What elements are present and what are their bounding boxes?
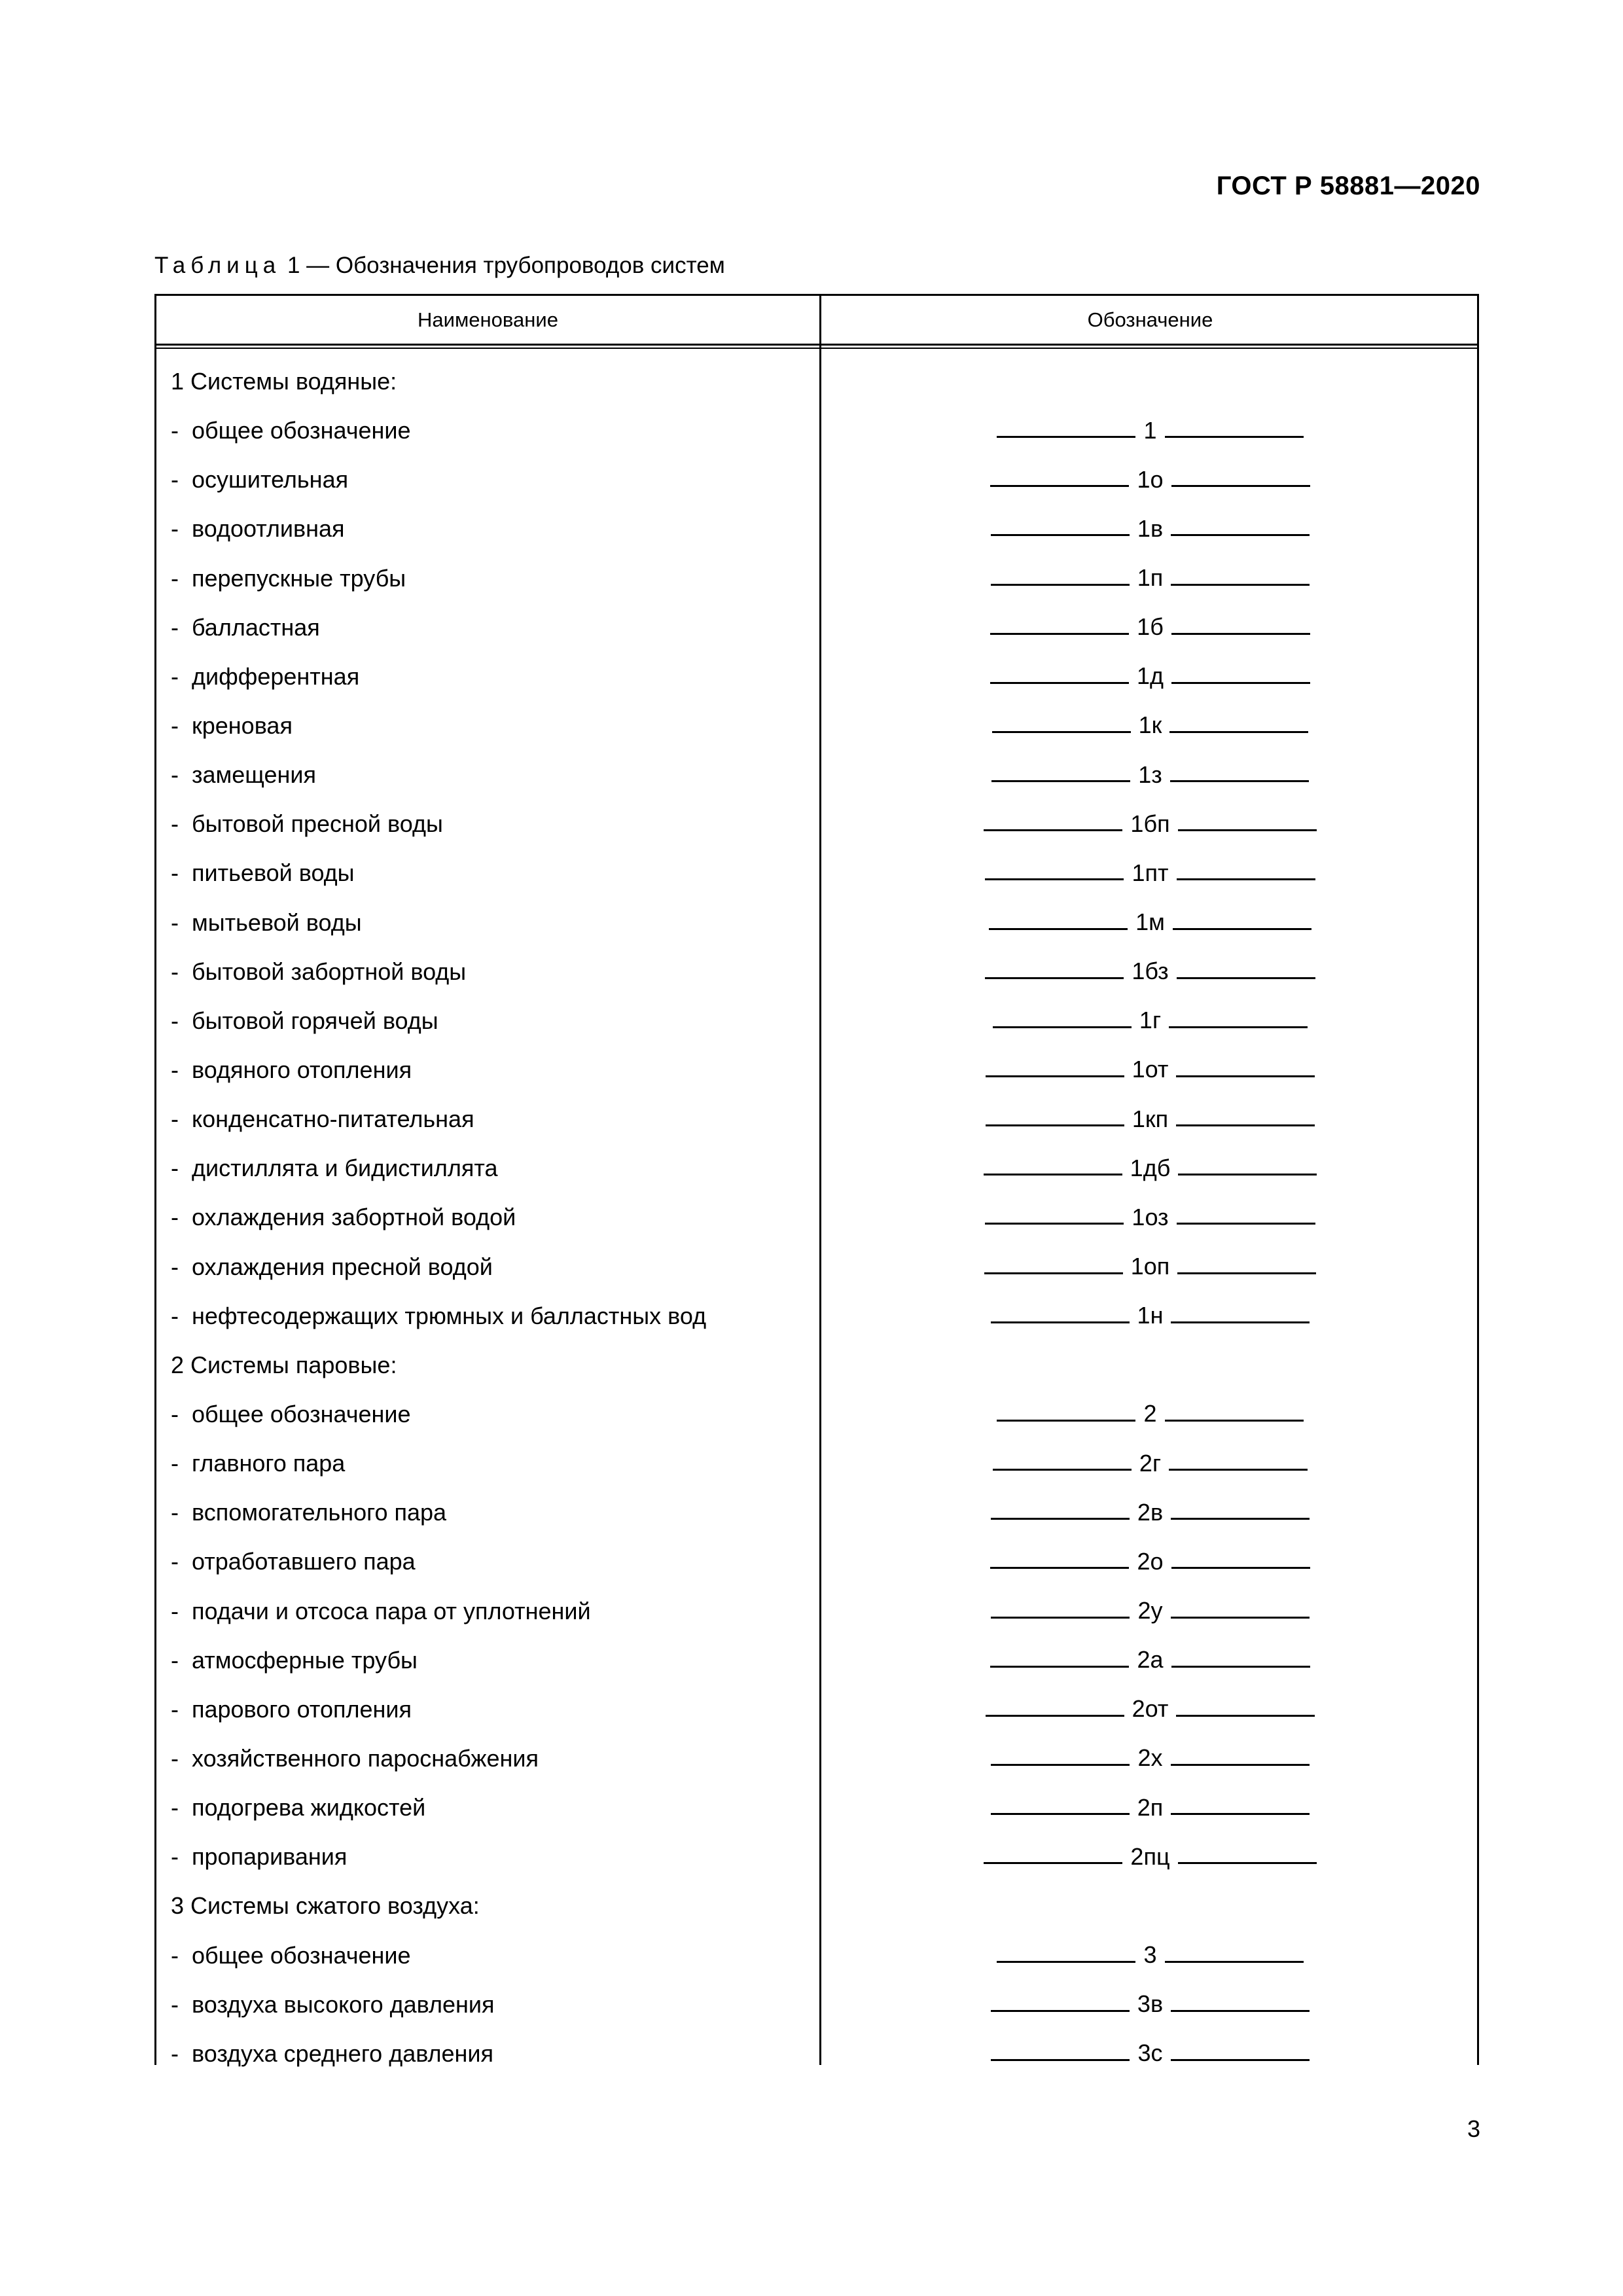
line-segment-right: [1171, 485, 1310, 487]
line-segment-left: [992, 731, 1131, 733]
designation-code: 1бз: [1132, 958, 1169, 985]
designation-code: 2а: [1137, 1646, 1164, 1674]
system-name: [171, 1537, 416, 1586]
table-row: [156, 799, 1477, 848]
designation-cell: [821, 504, 1479, 553]
line-segment-left: [985, 977, 1124, 979]
system-name: [171, 1488, 446, 1537]
table-row: [156, 455, 1477, 504]
name-text: атмосферные трубы: [192, 1646, 418, 1674]
name-text: дифферентная: [192, 662, 360, 690]
table-row: [156, 1094, 1477, 1143]
line-segment-right: [1177, 1272, 1316, 1274]
section-title: [171, 1340, 397, 1390]
list-dash: -: [171, 2039, 179, 2067]
name-text: парового отопления: [192, 1695, 412, 1723]
system-name: [171, 1636, 418, 1685]
table-row: [156, 996, 1477, 1045]
list-dash: -: [171, 1843, 179, 1871]
name-text: осушительная: [192, 466, 349, 493]
system-name: [171, 1587, 591, 1636]
list-dash: -: [171, 515, 179, 543]
list-dash: -: [171, 662, 179, 690]
designation-code: 1н: [1137, 1302, 1164, 1329]
list-dash: -: [171, 1695, 179, 1723]
system-name: [171, 603, 320, 652]
line-segment-right: [1176, 1124, 1315, 1126]
list-dash: -: [171, 1204, 179, 1231]
table-section-row: [156, 1340, 1477, 1390]
system-name: [171, 1045, 412, 1094]
system-name: [171, 504, 345, 553]
table-row: [156, 1783, 1477, 1832]
designation-cell: [821, 1439, 1479, 1488]
designation-cell: [821, 603, 1479, 652]
list-dash: -: [171, 711, 179, 739]
list-dash: -: [171, 908, 179, 936]
name-text: подачи и отсоса пара от уплотнений: [192, 1597, 591, 1624]
designation-code: 1оз: [1132, 1203, 1169, 1230]
list-dash: -: [171, 1253, 179, 1280]
line-segment-right: [1171, 1666, 1310, 1668]
line-segment-left: [991, 1813, 1130, 1815]
system-name: [171, 455, 348, 504]
table-row: [156, 504, 1477, 553]
designation-code: 1з: [1138, 761, 1162, 788]
list-dash: -: [171, 1646, 179, 1674]
designation-code: 1дб: [1130, 1154, 1171, 1181]
line-segment-right: [1165, 1420, 1304, 1422]
table-row: [156, 2029, 1477, 2078]
designation-cell: [821, 652, 1479, 701]
designation-code: 2п: [1137, 1793, 1164, 1821]
line-segment-right: [1177, 977, 1315, 979]
list-dash: -: [171, 613, 179, 641]
list-dash: -: [171, 1548, 179, 1575]
line-segment-right: [1171, 1617, 1310, 1619]
designation-code: 1: [1143, 416, 1157, 444]
designation-cell: [821, 1242, 1479, 1291]
table-row: [156, 1931, 1477, 1980]
list-dash: -: [171, 1499, 179, 1526]
designation-cell: [821, 996, 1479, 1045]
designation-cell: [821, 1832, 1479, 1881]
designation-cell: [821, 1193, 1479, 1242]
designation-code: 1п: [1137, 564, 1164, 592]
list-dash: -: [171, 1990, 179, 2018]
designation-cell: [821, 455, 1479, 504]
designation-cell: [821, 1931, 1479, 1980]
designation-code: 1кп: [1132, 1105, 1169, 1132]
name-text: водоотливная: [192, 515, 345, 543]
line-segment-left: [990, 633, 1129, 635]
name-text: балластная: [192, 613, 320, 641]
list-dash: -: [171, 1794, 179, 1821]
list-dash: -: [171, 1302, 179, 1329]
line-segment-left: [986, 1715, 1124, 1717]
line-segment-left: [991, 1617, 1130, 1619]
table-body: [156, 357, 1477, 2078]
line-segment-left: [991, 2059, 1130, 2061]
system-name: [171, 799, 443, 848]
designation-code: 1оп: [1130, 1253, 1170, 1280]
designation-cell: [821, 799, 1479, 848]
line-segment-right: [1171, 1518, 1310, 1520]
designation-code: 2х: [1137, 1744, 1163, 1772]
table-section-row: [156, 357, 1477, 406]
line-segment-left: [989, 928, 1128, 930]
name-text: дистиллята и бидистиллята: [192, 1155, 498, 1182]
designation-code: 3с: [1137, 2039, 1163, 2067]
system-name: [171, 1439, 345, 1488]
table-row: [156, 1045, 1477, 1094]
system-name: [171, 947, 466, 996]
line-segment-left: [984, 829, 1122, 831]
line-segment-left: [991, 2010, 1130, 2012]
line-segment-left: [990, 1567, 1129, 1569]
designation-code: 3: [1143, 1941, 1157, 1968]
table-row: [156, 1143, 1477, 1193]
table-row: [156, 1832, 1477, 1881]
designation-code: 1г: [1139, 1007, 1162, 1034]
list-dash: -: [171, 466, 179, 493]
table-row: [156, 898, 1477, 947]
designation-code: 1от: [1132, 1056, 1169, 1083]
line-segment-right: [1170, 780, 1309, 782]
line-segment-right: [1173, 928, 1311, 930]
designation-cell: [821, 1636, 1479, 1685]
line-segment-left: [990, 1666, 1129, 1668]
line-segment-right: [1171, 682, 1310, 684]
table-row: [156, 1242, 1477, 1291]
list-dash: -: [171, 1400, 179, 1427]
table-row: [156, 1636, 1477, 1685]
table-row: [156, 750, 1477, 799]
system-name: [171, 1193, 516, 1242]
table-section-row: [156, 1881, 1477, 1930]
system-name: [171, 996, 438, 1045]
designation-cell: [821, 1045, 1479, 1094]
system-name: [171, 1291, 706, 1340]
name-text: вспомогательного пара: [192, 1499, 447, 1526]
system-name: [171, 750, 316, 799]
designation-cell: [821, 1488, 1479, 1537]
list-dash: -: [171, 958, 179, 985]
name-text: общее обозначение: [192, 1400, 411, 1427]
list-dash: -: [171, 564, 179, 592]
name-text: 2 Системы паровые:: [171, 1351, 397, 1378]
section-title: [171, 1881, 480, 1930]
name-text: бытовой забортной воды: [192, 958, 467, 985]
system-name: [171, 1390, 411, 1439]
system-name: [171, 1685, 412, 1734]
line-segment-right: [1177, 1223, 1315, 1225]
designation-cell: [821, 2029, 1479, 2078]
designation-code: 2: [1143, 1400, 1157, 1427]
name-text: охлаждения забортной водой: [192, 1204, 516, 1231]
list-dash: -: [171, 1056, 179, 1083]
name-text: воздуха высокого давления: [192, 1990, 495, 2018]
designation-code: 2в: [1137, 1498, 1164, 1526]
section-title: [171, 357, 397, 406]
line-segment-left: [991, 534, 1130, 536]
line-segment-left: [990, 485, 1129, 487]
system-name: [171, 1242, 493, 1291]
table-row: [156, 1587, 1477, 1636]
list-dash: -: [171, 1597, 179, 1624]
name-text: водяного отопления: [192, 1056, 412, 1083]
table-row: [156, 701, 1477, 750]
line-segment-right: [1169, 1469, 1308, 1471]
line-segment-right: [1165, 436, 1304, 438]
line-segment-left: [984, 1272, 1123, 1274]
designation-cell: [821, 1980, 1479, 2029]
page-number: 3: [1467, 2115, 1480, 2142]
line-segment-right: [1176, 1715, 1315, 1717]
system-name: [171, 848, 355, 897]
system-name: [171, 406, 411, 455]
table-row: [156, 603, 1477, 652]
system-name: [171, 2029, 493, 2078]
designation-code: 2от: [1132, 1695, 1169, 1723]
line-segment-left: [986, 1075, 1124, 1077]
line-segment-right: [1178, 829, 1317, 831]
designation-cell: [821, 1143, 1479, 1193]
name-text: пропаривания: [192, 1843, 348, 1871]
name-text: перепускные трубы: [192, 564, 406, 592]
line-segment-left: [991, 780, 1130, 782]
line-segment-right: [1176, 1075, 1315, 1077]
system-name: [171, 1094, 474, 1143]
line-segment-right: [1171, 584, 1310, 586]
list-dash: -: [171, 417, 179, 444]
line-segment-left: [997, 436, 1135, 438]
designation-code: 1пт: [1132, 859, 1169, 886]
table-row: [156, 1488, 1477, 1537]
line-segment-right: [1171, 534, 1310, 536]
name-text: креновая: [192, 711, 293, 739]
designation-cell: [821, 1390, 1479, 1439]
name-text: бытовой горячей воды: [192, 1007, 438, 1034]
line-segment-right: [1171, 1813, 1310, 1815]
designation-cell: [821, 1587, 1479, 1636]
table-row: [156, 1439, 1477, 1488]
table-header: [156, 296, 1477, 346]
column-header-name: Наименование: [418, 308, 558, 331]
designation-code: 1бп: [1130, 810, 1170, 837]
designation-cell: [821, 1783, 1479, 1832]
line-segment-right: [1178, 1862, 1317, 1864]
line-segment-right: [1171, 2010, 1310, 2012]
column-header-designation: Обозначение: [1087, 308, 1213, 331]
designation-cell: [821, 1094, 1479, 1143]
line-segment-right: [1178, 1174, 1317, 1175]
line-segment-right: [1169, 1026, 1308, 1028]
line-segment-left: [985, 1223, 1124, 1225]
line-segment-left: [990, 682, 1129, 684]
designation-code: 3в: [1137, 1990, 1164, 2018]
name-text: отработавшего пара: [192, 1548, 416, 1575]
name-text: хозяйственного пароснабжения: [192, 1744, 539, 1772]
line-segment-left: [993, 1026, 1132, 1028]
list-dash: -: [171, 1155, 179, 1182]
designation-code: 2у: [1137, 1597, 1163, 1624]
line-segment-right: [1169, 731, 1308, 733]
designation-cell: [821, 750, 1479, 799]
table-caption-text: 1 — Обозначения трубопроводов систем: [281, 253, 725, 278]
designation-code: 1к: [1138, 711, 1162, 739]
name-text: воздуха среднего давления: [192, 2039, 494, 2067]
list-dash: -: [171, 1007, 179, 1034]
header-double-rule: [156, 348, 1477, 349]
table-row: [156, 1193, 1477, 1242]
name-text: 1 Системы водяные:: [171, 368, 397, 395]
system-name: [171, 898, 362, 947]
system-name: [171, 554, 406, 603]
name-text: общее обозначение: [192, 1941, 411, 1969]
line-segment-left: [997, 1420, 1135, 1422]
line-segment-left: [993, 1469, 1132, 1471]
designation-cell: [821, 1734, 1479, 1783]
designation-cell: [821, 848, 1479, 897]
line-segment-right: [1171, 1321, 1310, 1323]
system-name: [171, 1734, 539, 1783]
line-segment-right: [1171, 2059, 1310, 2061]
line-segment-left: [991, 584, 1130, 586]
line-segment-left: [997, 1961, 1135, 1963]
system-name: [171, 652, 359, 701]
name-text: 3 Системы сжатого воздуха:: [171, 1892, 480, 1920]
list-dash: -: [171, 761, 179, 789]
table-row: [156, 652, 1477, 701]
line-segment-left: [984, 1174, 1122, 1175]
name-text: замещения: [192, 761, 317, 789]
designation-code: 1б: [1137, 613, 1164, 641]
table-row: [156, 1291, 1477, 1340]
designation-cell: [821, 947, 1479, 996]
table-caption: [154, 253, 725, 279]
system-name: [171, 1143, 498, 1193]
designation-cell: [821, 406, 1479, 455]
designation-code: 1м: [1135, 908, 1165, 936]
system-name: [171, 1783, 425, 1832]
designation-cell: [821, 701, 1479, 750]
line-segment-right: [1171, 633, 1310, 635]
designation-cell: [821, 554, 1479, 603]
name-text: подогрева жидкостей: [192, 1794, 426, 1821]
list-dash: -: [171, 1941, 179, 1969]
designation-code: 2г: [1139, 1449, 1162, 1477]
line-segment-left: [984, 1862, 1122, 1864]
table-row: [156, 1390, 1477, 1439]
designation-code: 1в: [1137, 514, 1164, 542]
designations-table: [154, 294, 1479, 2065]
designation-code: 1д: [1136, 662, 1164, 690]
table-row: [156, 406, 1477, 455]
designation-code: 1о: [1137, 465, 1164, 493]
table-row: [156, 1980, 1477, 2029]
line-segment-right: [1165, 1961, 1304, 1963]
table-row: [156, 1537, 1477, 1586]
line-segment-right: [1171, 1764, 1310, 1766]
line-segment-left: [991, 1518, 1130, 1520]
system-name: [171, 701, 293, 750]
list-dash: -: [171, 1450, 179, 1477]
list-dash: -: [171, 1744, 179, 1772]
designation-cell: [821, 1685, 1479, 1734]
designation-code: 2пц: [1130, 1842, 1170, 1870]
system-name: [171, 1832, 347, 1881]
system-name: [171, 1980, 494, 2029]
table-row: [156, 1734, 1477, 1783]
name-text: главного пара: [192, 1450, 346, 1477]
line-segment-right: [1171, 1567, 1310, 1569]
name-text: мытьевой воды: [192, 908, 362, 936]
name-text: конденсатно-питательная: [192, 1105, 474, 1133]
table-row: [156, 554, 1477, 603]
line-segment-left: [985, 878, 1124, 880]
list-dash: -: [171, 1105, 179, 1133]
line-segment-left: [986, 1124, 1124, 1126]
line-segment-left: [991, 1321, 1130, 1323]
name-text: общее обозначение: [192, 417, 411, 444]
table-row: [156, 848, 1477, 897]
table-row: [156, 1685, 1477, 1734]
list-dash: -: [171, 859, 179, 887]
line-segment-right: [1177, 878, 1315, 880]
name-text: нефтесодержащих трюмных и балластных вод: [192, 1302, 707, 1329]
table-row: [156, 947, 1477, 996]
line-segment-left: [991, 1764, 1130, 1766]
designation-cell: [821, 1537, 1479, 1586]
table-caption-lead: Таблица: [154, 253, 281, 278]
name-text: охлаждения пресной водой: [192, 1253, 493, 1280]
list-dash: -: [171, 810, 179, 838]
name-text: бытовой пресной воды: [192, 810, 443, 838]
name-text: питьевой воды: [192, 859, 355, 887]
system-name: [171, 1931, 411, 1980]
designation-cell: [821, 1291, 1479, 1340]
designation-code: 2о: [1137, 1547, 1164, 1575]
document-code: ГОСТ Р 58881—2020: [1216, 171, 1480, 200]
designation-cell: [821, 898, 1479, 947]
